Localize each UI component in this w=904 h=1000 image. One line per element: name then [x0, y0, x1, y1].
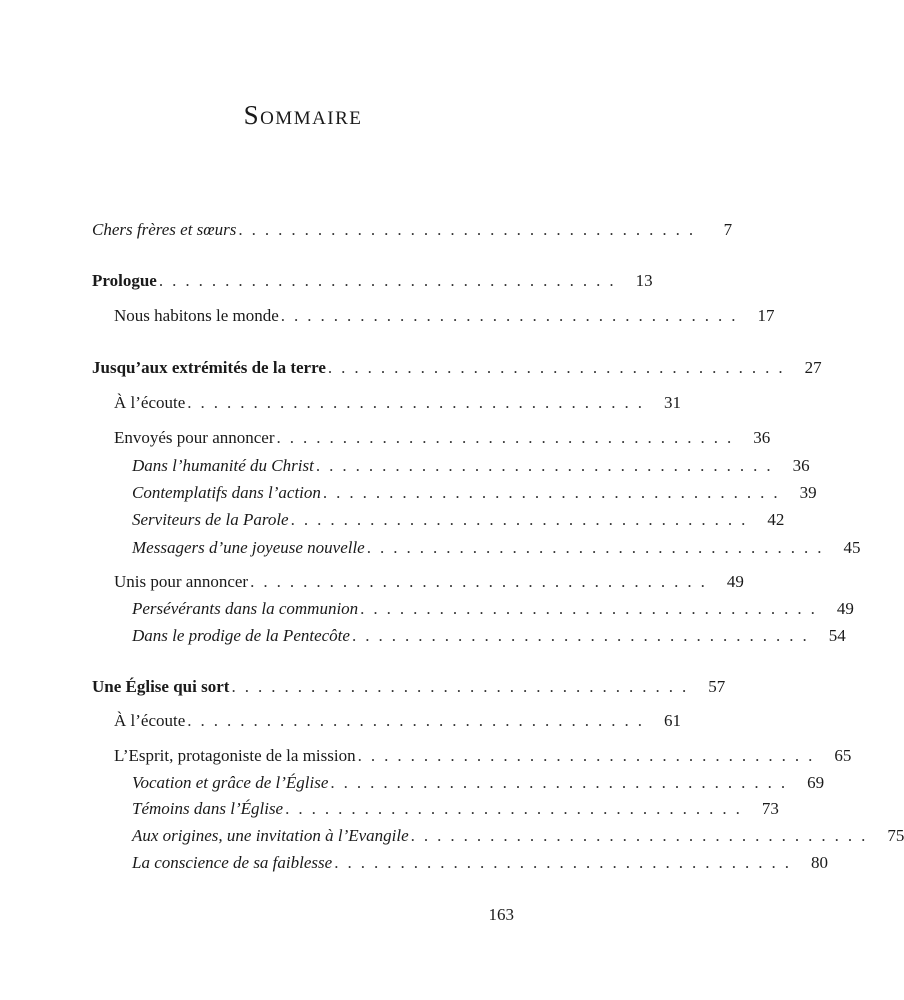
leader-dots: ................................... [285, 799, 749, 818]
toc-entry-page: 49 [726, 572, 744, 591]
toc-entry-label: Envoyés pour annoncer [114, 428, 275, 447]
toc-entry [132, 481, 817, 505]
toc-entry [114, 744, 852, 768]
leader-dots: ................................... [290, 510, 755, 529]
toc-entry [132, 797, 779, 821]
toc-entry-page: 54 [828, 626, 846, 645]
toc-entry-label: Contemplatifs dans l’action [132, 483, 321, 502]
toc-entry-label: Persévérants dans la communion [132, 599, 359, 618]
toc-entry [132, 824, 904, 848]
toc-entry [132, 536, 861, 560]
toc-entry-page: 36 [792, 456, 810, 475]
leader-dots: ................................... [410, 826, 875, 845]
leader-dots: ................................... [250, 572, 714, 591]
leader-dots: ................................... [238, 220, 703, 239]
toc-entry-page: 36 [753, 428, 771, 447]
toc-entry-label: Jusqu’aux extrémités de la terre [92, 358, 326, 377]
toc-entry-page: 45 [843, 538, 861, 557]
toc-entry-page: 80 [810, 853, 828, 872]
toc-entry-label: Vocation et grâce de l’Église [132, 773, 329, 792]
toc-entry [92, 356, 822, 380]
leader-dots: ................................... [366, 538, 831, 557]
page-number: 163 [488, 905, 514, 924]
toc-entry-page: 75 [887, 826, 904, 845]
leader-dots: ................................... [187, 711, 652, 730]
toc-entry-page: 13 [635, 271, 653, 290]
toc-entry-label: La conscience de sa faiblesse [132, 853, 333, 872]
leader-dots: ................................... [322, 483, 787, 502]
toc-entry-label: À l’écoute [114, 711, 186, 730]
leader-dots: ................................... [357, 746, 822, 765]
leader-dots: ................................... [276, 428, 741, 447]
toc-entry-page: 61 [664, 711, 682, 730]
toc-entry-page: 7 [723, 220, 733, 239]
toc-entry [132, 508, 785, 532]
toc-entry-label: Chers frères et sœurs [92, 220, 237, 239]
toc-entry [114, 709, 682, 733]
toc-entry [114, 391, 682, 415]
toc-entry [92, 269, 653, 293]
toc-entry-page: 57 [708, 677, 726, 696]
toc-entry [114, 426, 771, 450]
page-title: Sommaire [243, 100, 363, 130]
leader-dots: ................................... [334, 853, 798, 872]
toc-entry-page: 65 [834, 746, 852, 765]
toc-entry-page: 73 [761, 799, 779, 818]
leader-dots: ................................... [187, 393, 652, 412]
toc-entry-label: Serviteurs de la Parole [132, 510, 289, 529]
toc-entry-label: Dans l’humanité du Christ [132, 456, 314, 475]
toc-entry-label: À l’écoute [114, 393, 186, 412]
toc-entry [132, 851, 828, 875]
toc-entry-label: Nous habitons le monde [114, 306, 279, 325]
toc-entry [114, 304, 775, 328]
leader-dots: ................................... [315, 456, 780, 475]
toc-entry-label: Unis pour annoncer [114, 572, 249, 591]
toc-entry-page: 42 [767, 510, 785, 529]
toc-entry-label: Témoins dans l’Église [132, 799, 284, 818]
leader-dots: ................................... [158, 271, 623, 290]
toc-entry-page: 39 [799, 483, 817, 502]
toc-entry [132, 597, 854, 621]
leader-dots: ................................... [351, 626, 816, 645]
toc-entry-page: 69 [807, 773, 825, 792]
toc-entry-label: L’Esprit, protagoniste de la mission [114, 746, 356, 765]
toc-entry [92, 675, 726, 699]
toc-entry [132, 454, 810, 478]
leader-dots: ................................... [231, 677, 696, 696]
toc-entry [132, 624, 846, 648]
toc-entry [92, 218, 733, 242]
leader-dots: ................................... [330, 773, 795, 792]
toc-entry-label: Prologue [92, 271, 157, 290]
leader-dots: ................................... [360, 599, 824, 618]
toc-entry-page: 27 [804, 358, 822, 377]
leader-dots: ................................... [280, 306, 745, 325]
toc-entry [132, 771, 825, 795]
toc-entry-label: Messagers d’une joyeuse nouvelle [132, 538, 365, 557]
toc-entry-label: Dans le prodige de la Pentecôte [132, 626, 350, 645]
toc-entry-page: 17 [757, 306, 775, 325]
toc-entry-page: 31 [664, 393, 682, 412]
toc-entry [114, 570, 744, 594]
toc-entry-page: 49 [836, 599, 854, 618]
toc-entry-label: Une Église qui sort [92, 677, 230, 696]
toc-entry-label: Aux origines, une invitation à l’Evangile [132, 826, 409, 845]
leader-dots: ................................... [327, 358, 792, 377]
